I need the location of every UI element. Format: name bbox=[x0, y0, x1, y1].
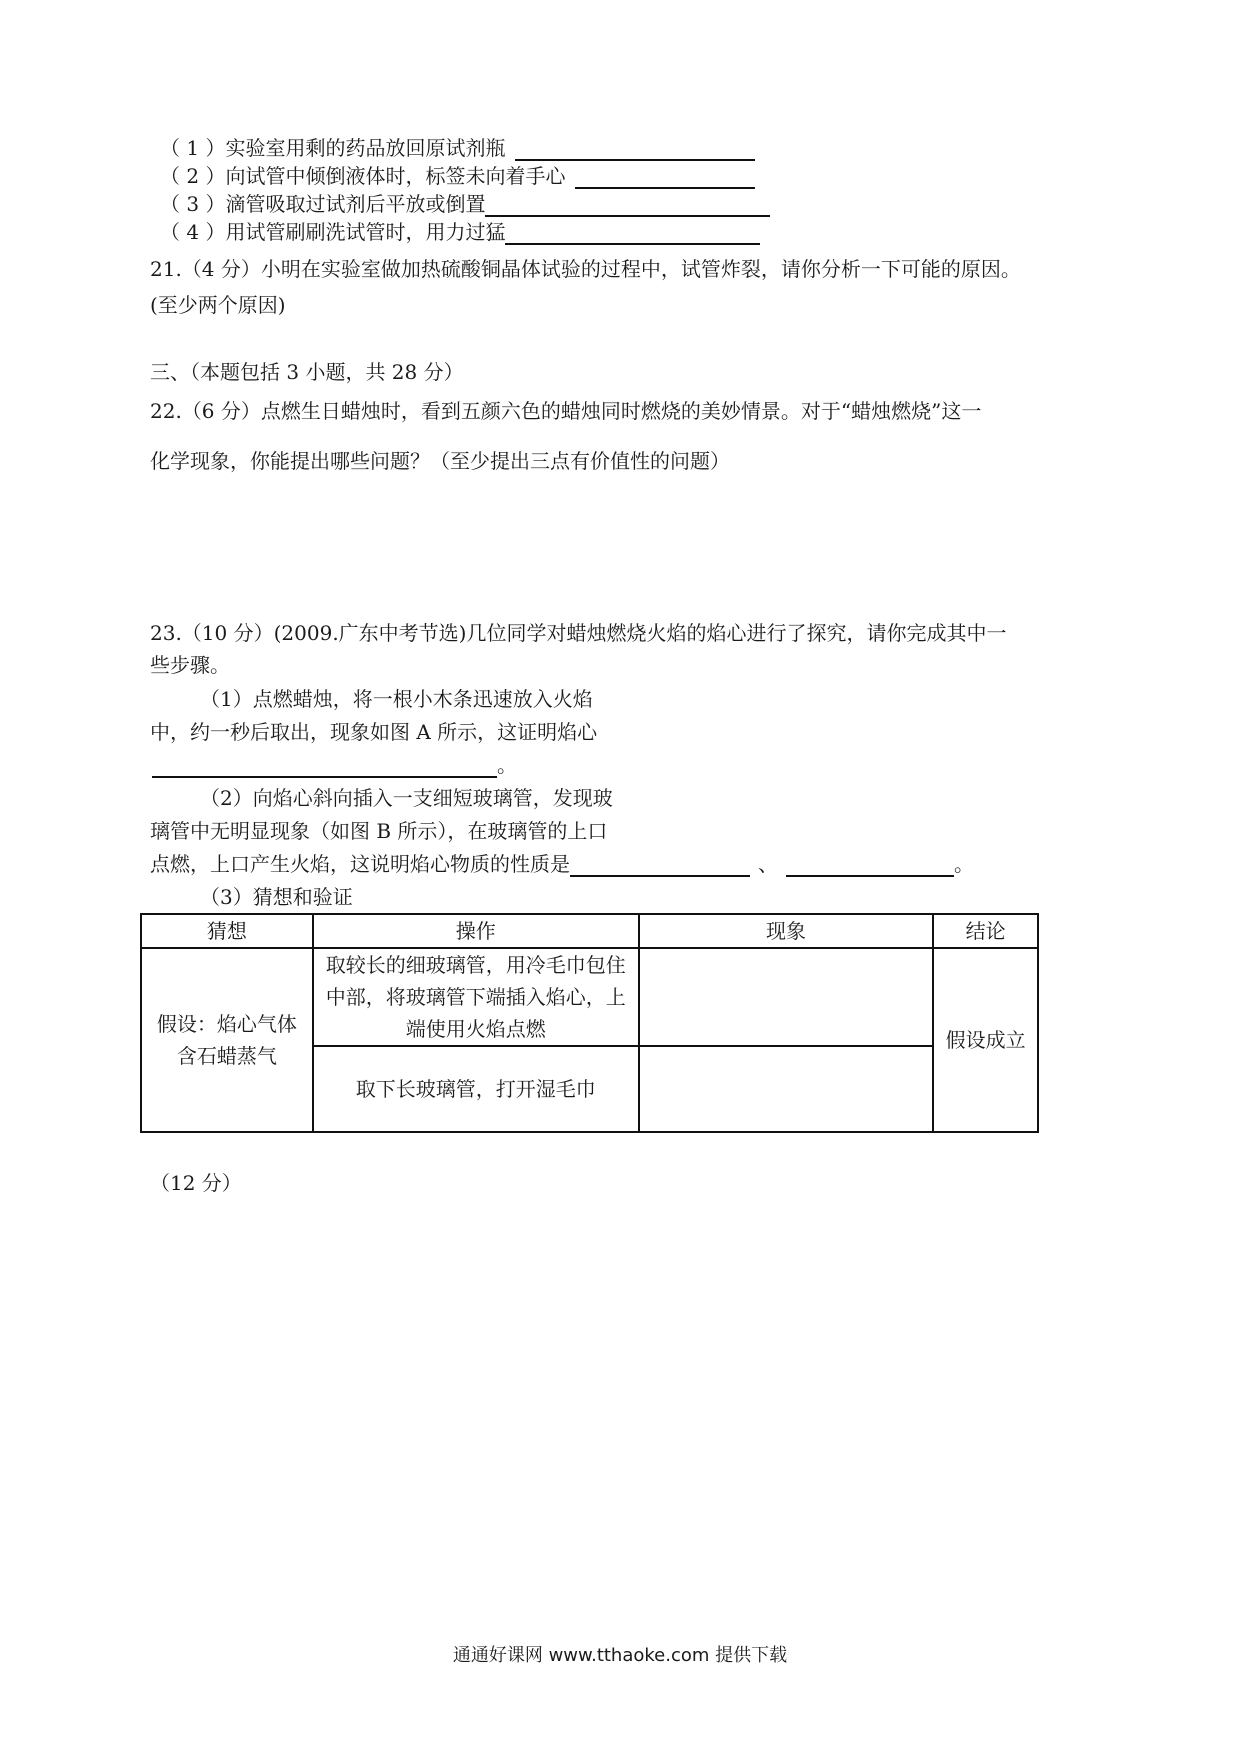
q23-step2-text: 点燃，上口产生火焰，这说明焰心物质的性质是 bbox=[150, 852, 570, 876]
header-phenomenon: 现象 bbox=[639, 914, 933, 948]
q20-item-4 bbox=[160, 219, 760, 245]
operation-cell-2: 取下长玻璃管，打开湿毛巾 bbox=[313, 1046, 639, 1132]
answer-blank[interactable] bbox=[485, 193, 770, 217]
header-hypothesis: 猜想 bbox=[141, 914, 313, 948]
phenomenon-cell-2[interactable] bbox=[639, 1046, 933, 1132]
q21-line-1: 21.（4 分）小明在实验室做加热硫酸铜晶体试验的过程中，试管炸裂，请你分析一下可能的原因。 bbox=[150, 257, 1021, 281]
q23-step1-line-2: 中，约一秒后取出，现象如图 A 所示，这证明焰心 bbox=[150, 720, 598, 744]
q23-line-2: 些步骤。 bbox=[150, 653, 230, 677]
q20-item-1 bbox=[160, 135, 755, 161]
header-operation: 操作 bbox=[313, 914, 639, 948]
answer-blank[interactable] bbox=[575, 165, 755, 189]
q20-item-1-text: （ 1 ）实验室用剩的药品放回原试剂瓶 bbox=[160, 136, 506, 160]
page-footer: 通通好课网 www.tthaoke.com 提供下载 bbox=[452, 1645, 788, 1666]
q20-item-2-text: （ 2 ）向试管中倾倒液体时，标签未向着手心 bbox=[160, 164, 566, 188]
answer-blank[interactable] bbox=[152, 754, 497, 778]
answer-blank[interactable] bbox=[570, 853, 750, 877]
q23-step3: （3）猜想和验证 bbox=[200, 885, 353, 909]
phenomenon-cell-1[interactable] bbox=[639, 948, 933, 1046]
q23-step2-line-1: （2）向焰心斜向插入一支细短玻璃管，发现玻 bbox=[200, 786, 613, 810]
answer-blank[interactable] bbox=[515, 137, 755, 161]
q23-step1-end: 。 bbox=[497, 753, 517, 777]
table-row bbox=[141, 948, 1038, 1046]
q23-step1-answer bbox=[152, 752, 517, 778]
q23-step2-line-2: 璃管中无明显现象（如图 B 所示），在玻璃管的上口 bbox=[150, 819, 608, 843]
q23-step2-end: 。 bbox=[954, 852, 974, 876]
q22-line-2: 化学现象，你能提出哪些问题？（至少提出三点有价值性的问题） bbox=[150, 449, 730, 473]
header-conclusion: 结论 bbox=[933, 914, 1038, 948]
operation-cell-1: 取较长的细玻璃管，用冷毛巾包住中部，将玻璃管下端插入焰心，上端使用火焰点燃 bbox=[313, 948, 639, 1046]
answer-blank[interactable] bbox=[505, 221, 760, 245]
q22-line-1: 22.（6 分）点燃生日蜡烛时，看到五颜六色的蜡烛同时燃烧的美妙情景。对于“蜡烛燃烧”这一 bbox=[150, 399, 982, 423]
q23-step1-line-1: （1）点燃蜡烛，将一根小木条迅速放入火焰 bbox=[200, 687, 593, 711]
q23-step2-separator: 、 bbox=[758, 852, 778, 876]
hypothesis-table bbox=[140, 913, 1039, 1133]
section-heading: 三、（本题包括 3 小题，共 28 分） bbox=[150, 360, 464, 384]
q21-line-2: (至少两个原因) bbox=[150, 293, 286, 317]
answer-blank[interactable] bbox=[786, 853, 954, 877]
q23-step2-line-3 bbox=[150, 851, 974, 877]
q20-item-3 bbox=[160, 191, 770, 217]
conclusion-cell: 假设成立 bbox=[933, 948, 1038, 1132]
q20-item-3-text: （ 3 ）滴管吸取过试剂后平放或倒置 bbox=[160, 192, 486, 216]
q24-score: （12 分） bbox=[150, 1171, 242, 1195]
hypothesis-cell: 假设：焰心气体含石蜡蒸气 bbox=[141, 948, 313, 1132]
q20-item-4-text: （ 4 ）用试管刷刷洗试管时，用力过猛 bbox=[160, 220, 506, 244]
q20-item-2 bbox=[160, 163, 755, 189]
q23-line-1: 23.（10 分）(2009.广东中考节选)几位同学对蜡烛燃烧火焰的焰心进行了探究，请你完成其中一 bbox=[150, 621, 1007, 645]
table-header-row bbox=[141, 914, 1038, 948]
